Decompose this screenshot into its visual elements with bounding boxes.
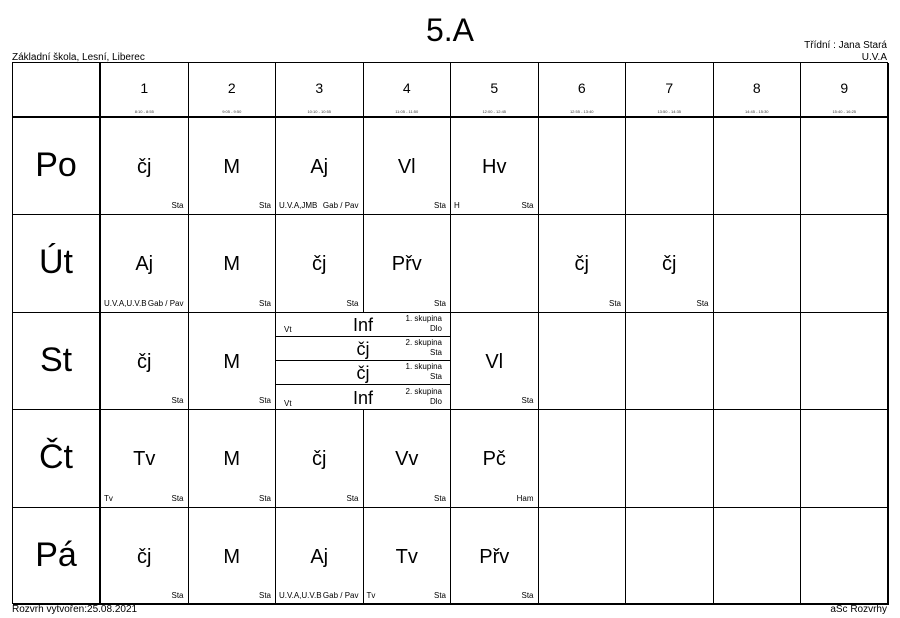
lesson-teacher: Sta	[521, 396, 534, 406]
day-name: St	[39, 340, 73, 379]
group-teacher: Sta	[429, 348, 442, 358]
lesson-teacher: Sta	[521, 201, 534, 211]
lesson-subject: M	[223, 350, 241, 373]
period-number: 1	[140, 80, 149, 96]
corner-cell	[13, 63, 101, 118]
lesson-subject: M	[223, 156, 241, 178]
lesson-cell	[364, 215, 452, 312]
period-number: 5	[490, 80, 499, 96]
lesson-teacher: Sta	[171, 493, 184, 503]
period-time: 13:50 - 14:35	[657, 109, 682, 114]
day-label-1	[13, 215, 101, 312]
lesson-teacher: Sta	[433, 590, 446, 600]
period-time: 10:10 - 10:55	[307, 109, 332, 114]
split-lesson-cell	[276, 313, 451, 410]
lesson-cell	[451, 313, 539, 410]
lesson-teacher: Sta	[171, 201, 184, 211]
lesson-subject: Aj	[135, 253, 154, 276]
software-brand: aSc Rozvrhy	[830, 604, 887, 615]
empty-cell	[801, 313, 889, 410]
group-lesson	[276, 361, 450, 385]
empty-cell	[626, 118, 714, 215]
group-name: 1. skupina	[405, 362, 442, 372]
period-time: 9:05 - 9:50	[222, 109, 242, 114]
lesson-subject: Aj	[310, 545, 329, 568]
empty-cell	[714, 215, 802, 312]
period-time: 14:45 - 15:30	[744, 109, 769, 114]
lesson-subject: Tv	[395, 545, 418, 568]
period-number: 4	[402, 80, 411, 96]
class-title: 5.A	[425, 12, 475, 48]
period-number: 2	[227, 80, 236, 96]
group-subject: čj	[356, 339, 370, 360]
period-header-4	[364, 63, 452, 118]
lesson-subject: čj	[312, 448, 327, 471]
lesson-teacher: Sta	[258, 298, 271, 308]
period-time: 12:55 - 13:40	[569, 109, 594, 114]
lesson-cell	[189, 313, 277, 410]
lesson-subject: čj	[137, 545, 152, 568]
period-header-2	[189, 63, 277, 118]
group-info	[406, 387, 442, 407]
lesson-teacher: Sta	[608, 298, 621, 308]
group-subject: čj	[356, 363, 370, 384]
empty-cell	[539, 313, 627, 410]
period-time: 12:00 - 12:45	[482, 109, 507, 114]
lesson-subject: Tv	[133, 448, 156, 471]
lesson-subject: M	[223, 448, 241, 471]
lesson-room: H	[454, 201, 460, 211]
lesson-teacher: Sta	[171, 396, 184, 406]
lesson-group-teachers: Gab / Pav	[322, 201, 359, 211]
group-lesson	[276, 337, 450, 361]
empty-cell	[714, 508, 802, 605]
lesson-cell	[364, 410, 452, 507]
period-time: 8:10 - 8:55	[134, 109, 154, 114]
lesson-room: U.V.A,JMB	[279, 201, 318, 211]
lesson-teacher: Sta	[258, 201, 271, 211]
empty-cell	[539, 410, 627, 507]
group-room: Vt	[284, 398, 292, 408]
group-teacher: Sta	[429, 372, 442, 382]
lesson-subject: Aj	[310, 156, 329, 178]
lesson-subject: čj	[574, 253, 589, 276]
lesson-teacher: Sta	[521, 590, 534, 600]
lesson-room: Tv	[366, 590, 376, 600]
period-header-9	[801, 63, 889, 118]
group-info	[406, 338, 442, 358]
lesson-teacher: Sta	[433, 298, 446, 308]
lesson-cell	[189, 410, 277, 507]
group-info	[406, 362, 442, 382]
lesson-subject: čj	[312, 253, 327, 276]
lesson-teacher: Sta	[346, 298, 359, 308]
empty-cell	[626, 410, 714, 507]
empty-cell	[714, 410, 802, 507]
group-room: Vt	[284, 324, 292, 334]
lesson-teacher: Sta	[171, 590, 184, 600]
lesson-group-teachers: Gab / Pav	[322, 590, 359, 600]
lesson-cell	[276, 508, 364, 605]
lesson-teacher: Sta	[346, 493, 359, 503]
lesson-subject: Pč	[482, 448, 506, 471]
created-date: Rozvrh vytvořen:25.08.2021	[12, 604, 138, 615]
period-number: 7	[665, 80, 674, 96]
period-number: 6	[577, 80, 586, 96]
empty-cell	[451, 215, 539, 312]
lesson-subject: Přv	[391, 253, 422, 276]
period-header-1	[101, 63, 189, 118]
group-teacher: Dlo	[429, 323, 442, 333]
period-header-6	[539, 63, 627, 118]
school-name: Základní škola, Lesní, Liberec	[12, 52, 145, 63]
lesson-teacher: Sta	[433, 201, 446, 211]
empty-cell	[801, 215, 889, 312]
lesson-subject: Přv	[479, 545, 510, 568]
period-number: 3	[315, 80, 324, 96]
day-name: Pá	[35, 535, 77, 574]
group-info	[406, 314, 442, 334]
lesson-cell	[364, 118, 452, 215]
lesson-teacher: Sta	[696, 298, 709, 308]
lesson-cell	[101, 508, 189, 605]
empty-cell	[801, 410, 889, 507]
lesson-teacher: Sta	[258, 493, 271, 503]
lesson-cell	[451, 508, 539, 605]
lesson-teacher: Sta	[258, 590, 271, 600]
lesson-cell	[364, 508, 452, 605]
lesson-room: Tv	[104, 493, 113, 503]
lesson-room: U.V.A,U.V.B	[104, 298, 147, 308]
period-header-7	[626, 63, 714, 118]
group-name: 1. skupina	[405, 313, 442, 323]
lesson-cell	[626, 215, 714, 312]
lesson-cell	[101, 313, 189, 410]
lesson-cell	[276, 410, 364, 507]
group-lesson	[276, 313, 450, 337]
empty-cell	[626, 508, 714, 605]
period-time: 15:40 - 16:25	[832, 109, 857, 114]
class-room: U.V.A	[861, 52, 887, 63]
period-header-8	[714, 63, 802, 118]
lesson-cell	[451, 410, 539, 507]
timetable-grid	[12, 62, 888, 604]
lesson-subject: M	[223, 545, 241, 568]
class-teacher-info	[804, 40, 887, 64]
group-name: 2. skupina	[405, 386, 442, 396]
lesson-subject: Vv	[395, 448, 419, 471]
group-lesson	[276, 386, 450, 410]
lesson-teacher: Ham	[516, 493, 534, 503]
group-subject: Inf	[352, 314, 373, 335]
lesson-subject: Vl	[485, 350, 504, 373]
lesson-subject: M	[223, 253, 241, 276]
day-label-3	[13, 410, 101, 507]
day-name: Út	[39, 243, 73, 282]
group-teacher: Dlo	[429, 396, 442, 406]
lesson-cell	[189, 118, 277, 215]
period-time: 11:05 - 11:50	[395, 109, 419, 114]
day-label-4	[13, 508, 101, 605]
empty-cell	[714, 118, 802, 215]
day-label-0	[13, 118, 101, 215]
lesson-cell	[189, 215, 277, 312]
day-name: Čt	[39, 438, 73, 477]
lesson-teacher: Sta	[433, 493, 446, 503]
lesson-cell	[276, 215, 364, 312]
empty-cell	[539, 508, 627, 605]
lesson-room: U.V.A,U.V.B	[279, 590, 322, 600]
lesson-cell	[539, 215, 627, 312]
group-subject: Inf	[352, 387, 373, 408]
lesson-teacher: Sta	[258, 396, 271, 406]
lesson-group-teachers: Gab / Pav	[147, 298, 184, 308]
period-header-5	[451, 63, 539, 118]
lesson-subject: Hv	[482, 156, 507, 178]
day-label-2	[13, 313, 101, 410]
lesson-cell	[101, 215, 189, 312]
lesson-cell	[101, 410, 189, 507]
period-number: 9	[840, 80, 849, 96]
empty-cell	[626, 313, 714, 410]
empty-cell	[801, 508, 889, 605]
lesson-subject: čj	[137, 350, 152, 373]
lesson-subject: čj	[137, 156, 152, 178]
lesson-cell	[101, 118, 189, 215]
empty-cell	[539, 118, 627, 215]
period-header-3	[276, 63, 364, 118]
lesson-subject: čj	[662, 253, 677, 276]
empty-cell	[714, 313, 802, 410]
lesson-cell	[189, 508, 277, 605]
empty-cell	[801, 118, 889, 215]
lesson-cell	[276, 118, 364, 215]
class-teacher: Třídní : Jana Stará	[804, 40, 887, 51]
day-name: Po	[35, 146, 77, 184]
group-name: 2. skupina	[405, 338, 442, 348]
lesson-cell	[451, 118, 539, 215]
period-number: 8	[752, 80, 761, 96]
lesson-subject: Vl	[397, 156, 416, 178]
